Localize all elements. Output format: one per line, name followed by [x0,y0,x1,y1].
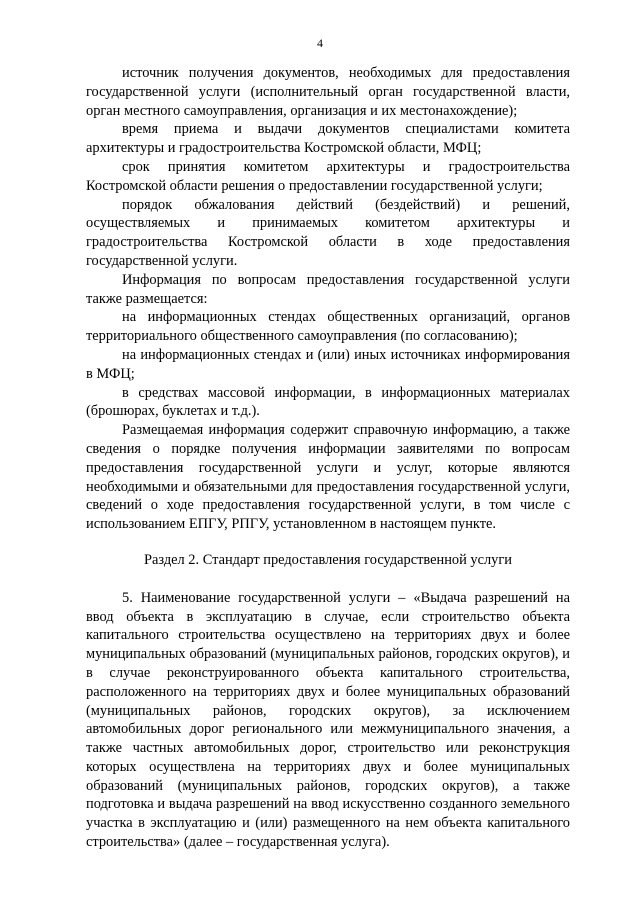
page-number: 4 [317,36,323,50]
paragraph-decision-deadline: срок принятия комитетом архитектуры и градостроительства Костромской области решения о предоставлении государственной услуги; [86,158,570,194]
paragraph-mfc-stands: на информационных стендах и (или) иных источниках информирования в МФЦ; [86,346,570,382]
paragraph-public-org-stands: на информационных стендах общественных организаций, органов территориального общественного самоуправления (по согласованию); [86,309,570,345]
paragraph-posted-info: Размещаемая информация содержит справочную информацию, а также сведения о порядке получения информации заявителями по вопросам предоставления государственной услуги и услуг, которые являются необходимыми и обязательными для предоставления государственной услуги, сведений о ходе предоставления государственной услуги, в том числе с использованием ЕПГУ, РПГУ, установленном в настоящем пункте. [86,422,570,533]
paragraph-service-name: 5. Наименование государственной услуги – «Выдача разрешений на ввод объекта в эксплуатацию в случае, если строительство объекта капитального строительства осуществлено на территориях двух и более муниципальных образований (муниципальных районов, городских округов), и в случае реконструированного объекта капитального строительства, расположенного на территориях двух и более муниципальных образований (муниципальных районов, городских округов), за исключением автомобильных дорог регионального или межмуниципального значения, а также частных автомобильных дорог, строительство или реконструкция которых осуществлена на территориях двух и более муниципальных образований (муниципальных районов, городских округов), а также подготовка и выдача разрешений на ввод искусственно созданного земельного участка в эксплуатацию и (или) размещенного на нем объекта капитального строительства» (далее – государственная услуга). [86,589,570,851]
paragraph-reception-time: время приема и выдачи документов специалистами комитета архитектуры и градостроительства Костромской области, МФЦ; [86,121,570,157]
document-body [86,64,570,852]
paragraph-mass-media: в средствах массовой информации, в информационных материалах (брошюрах, буклетах и т.д.). [86,384,570,420]
paragraph-info-placement: Информация по вопросам предоставления государственной услуги также размещается: [86,271,570,307]
paragraph-appeal-procedure: порядок обжалования действий (бездействий) и решений, осуществляемых и принимаемых комитетом архитектуры и градостроительства Костромской области в ходе предоставления государственной услуги. [86,196,570,269]
paragraph-source-of-documents: источник получения документов, необходимых для предоставления государственной услуги (исполнительный орган государственной власти, орган местного самоуправления, организация и их местонахождение); [86,65,570,119]
section-heading: Раздел 2. Стандарт предоставления государственной услуги [144,551,512,568]
